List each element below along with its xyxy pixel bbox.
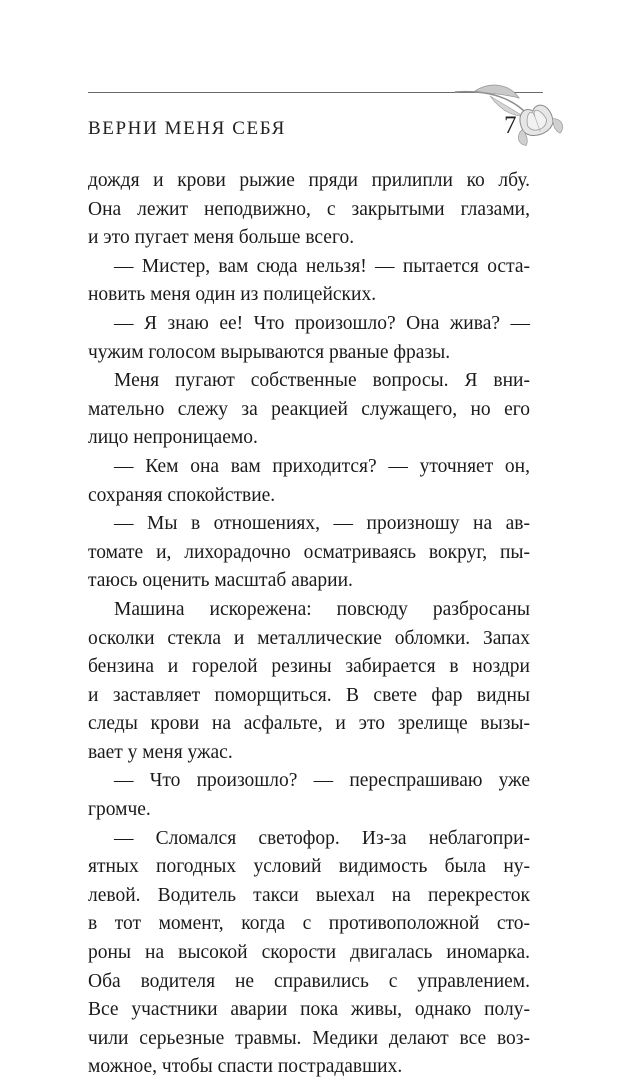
text-line: осколки стекла и металлические обломки. Запах: [88, 627, 530, 649]
text-line: Все участники аварии пока живы, однако полу-: [88, 999, 530, 1021]
text-line: томате и, лихорадочно осматриваясь вокруг, пы-: [88, 541, 530, 563]
text-line: чили серьезные травмы. Медики делают все воз-: [88, 1027, 530, 1049]
text-line: бензина и горелой резины забирается в ноздри: [88, 656, 530, 678]
text-line: — Что произошло? — переспрашиваю уже: [114, 770, 530, 792]
text-line: лицо непроницаемо.: [88, 427, 258, 449]
body-text: [88, 167, 530, 1082]
text-line: — Кем она вам приходится? — уточняет он,: [114, 455, 530, 477]
text-line: Меня пугают собственные вопросы. Я вни-: [114, 370, 530, 392]
text-line: и это пугает меня больше всего.: [88, 227, 355, 249]
text-line: — Мистер, вам сюда нельзя! — пытается оста-: [114, 255, 530, 277]
text-line: левой. Водитель такси выехал на перекресток: [88, 884, 530, 906]
text-line: ятных погодных условий видимость была ну-: [88, 856, 530, 878]
text-line: таюсь оценить масштаб аварии.: [88, 570, 353, 592]
text-line: новить меня один из полицейских.: [88, 284, 377, 306]
text-line: следы крови на асфальте, и это зрелище вызы-: [88, 713, 530, 735]
text-line: громче.: [88, 799, 151, 821]
text-line: Она лежит неподвижно, с закрытыми глазами,: [88, 198, 530, 220]
text-line: — Мы в отношениях, — произношу на ав-: [114, 513, 530, 535]
text-line: можное, чтобы спасти пострадавших.: [88, 1056, 403, 1078]
text-line: сохраняя спокойствие.: [88, 484, 276, 506]
text-line: роны на высокой скорости двигалась иномарка.: [88, 942, 530, 964]
text-line: вает у меня ужас.: [88, 741, 233, 763]
page-number: 7: [504, 112, 517, 139]
text-line: и заставляет поморщиться. В свете фар видны: [88, 684, 530, 706]
text-line: Машина искорежена: повсюду разбросаны: [114, 598, 530, 620]
running-title: ВЕРНИ МЕНЯ СЕБЯ: [88, 118, 286, 139]
text-line: чужим голосом вырываются рваные фразы.: [88, 341, 451, 363]
text-line: — Я знаю ее! Что произошло? Она жива? —: [114, 312, 530, 334]
text-line: дождя и крови рыжие пряди прилипли ко лбу.: [88, 170, 530, 191]
text-line: в тот момент, когда с противоположной сто-: [88, 913, 530, 935]
text-line: мательно слежу за реакцией служащего, но его: [88, 398, 530, 420]
text-line: Оба водителя не справились с управлением.: [88, 970, 530, 992]
text-line: — Сломался светофор. Из-за неблагопри-: [114, 827, 530, 849]
